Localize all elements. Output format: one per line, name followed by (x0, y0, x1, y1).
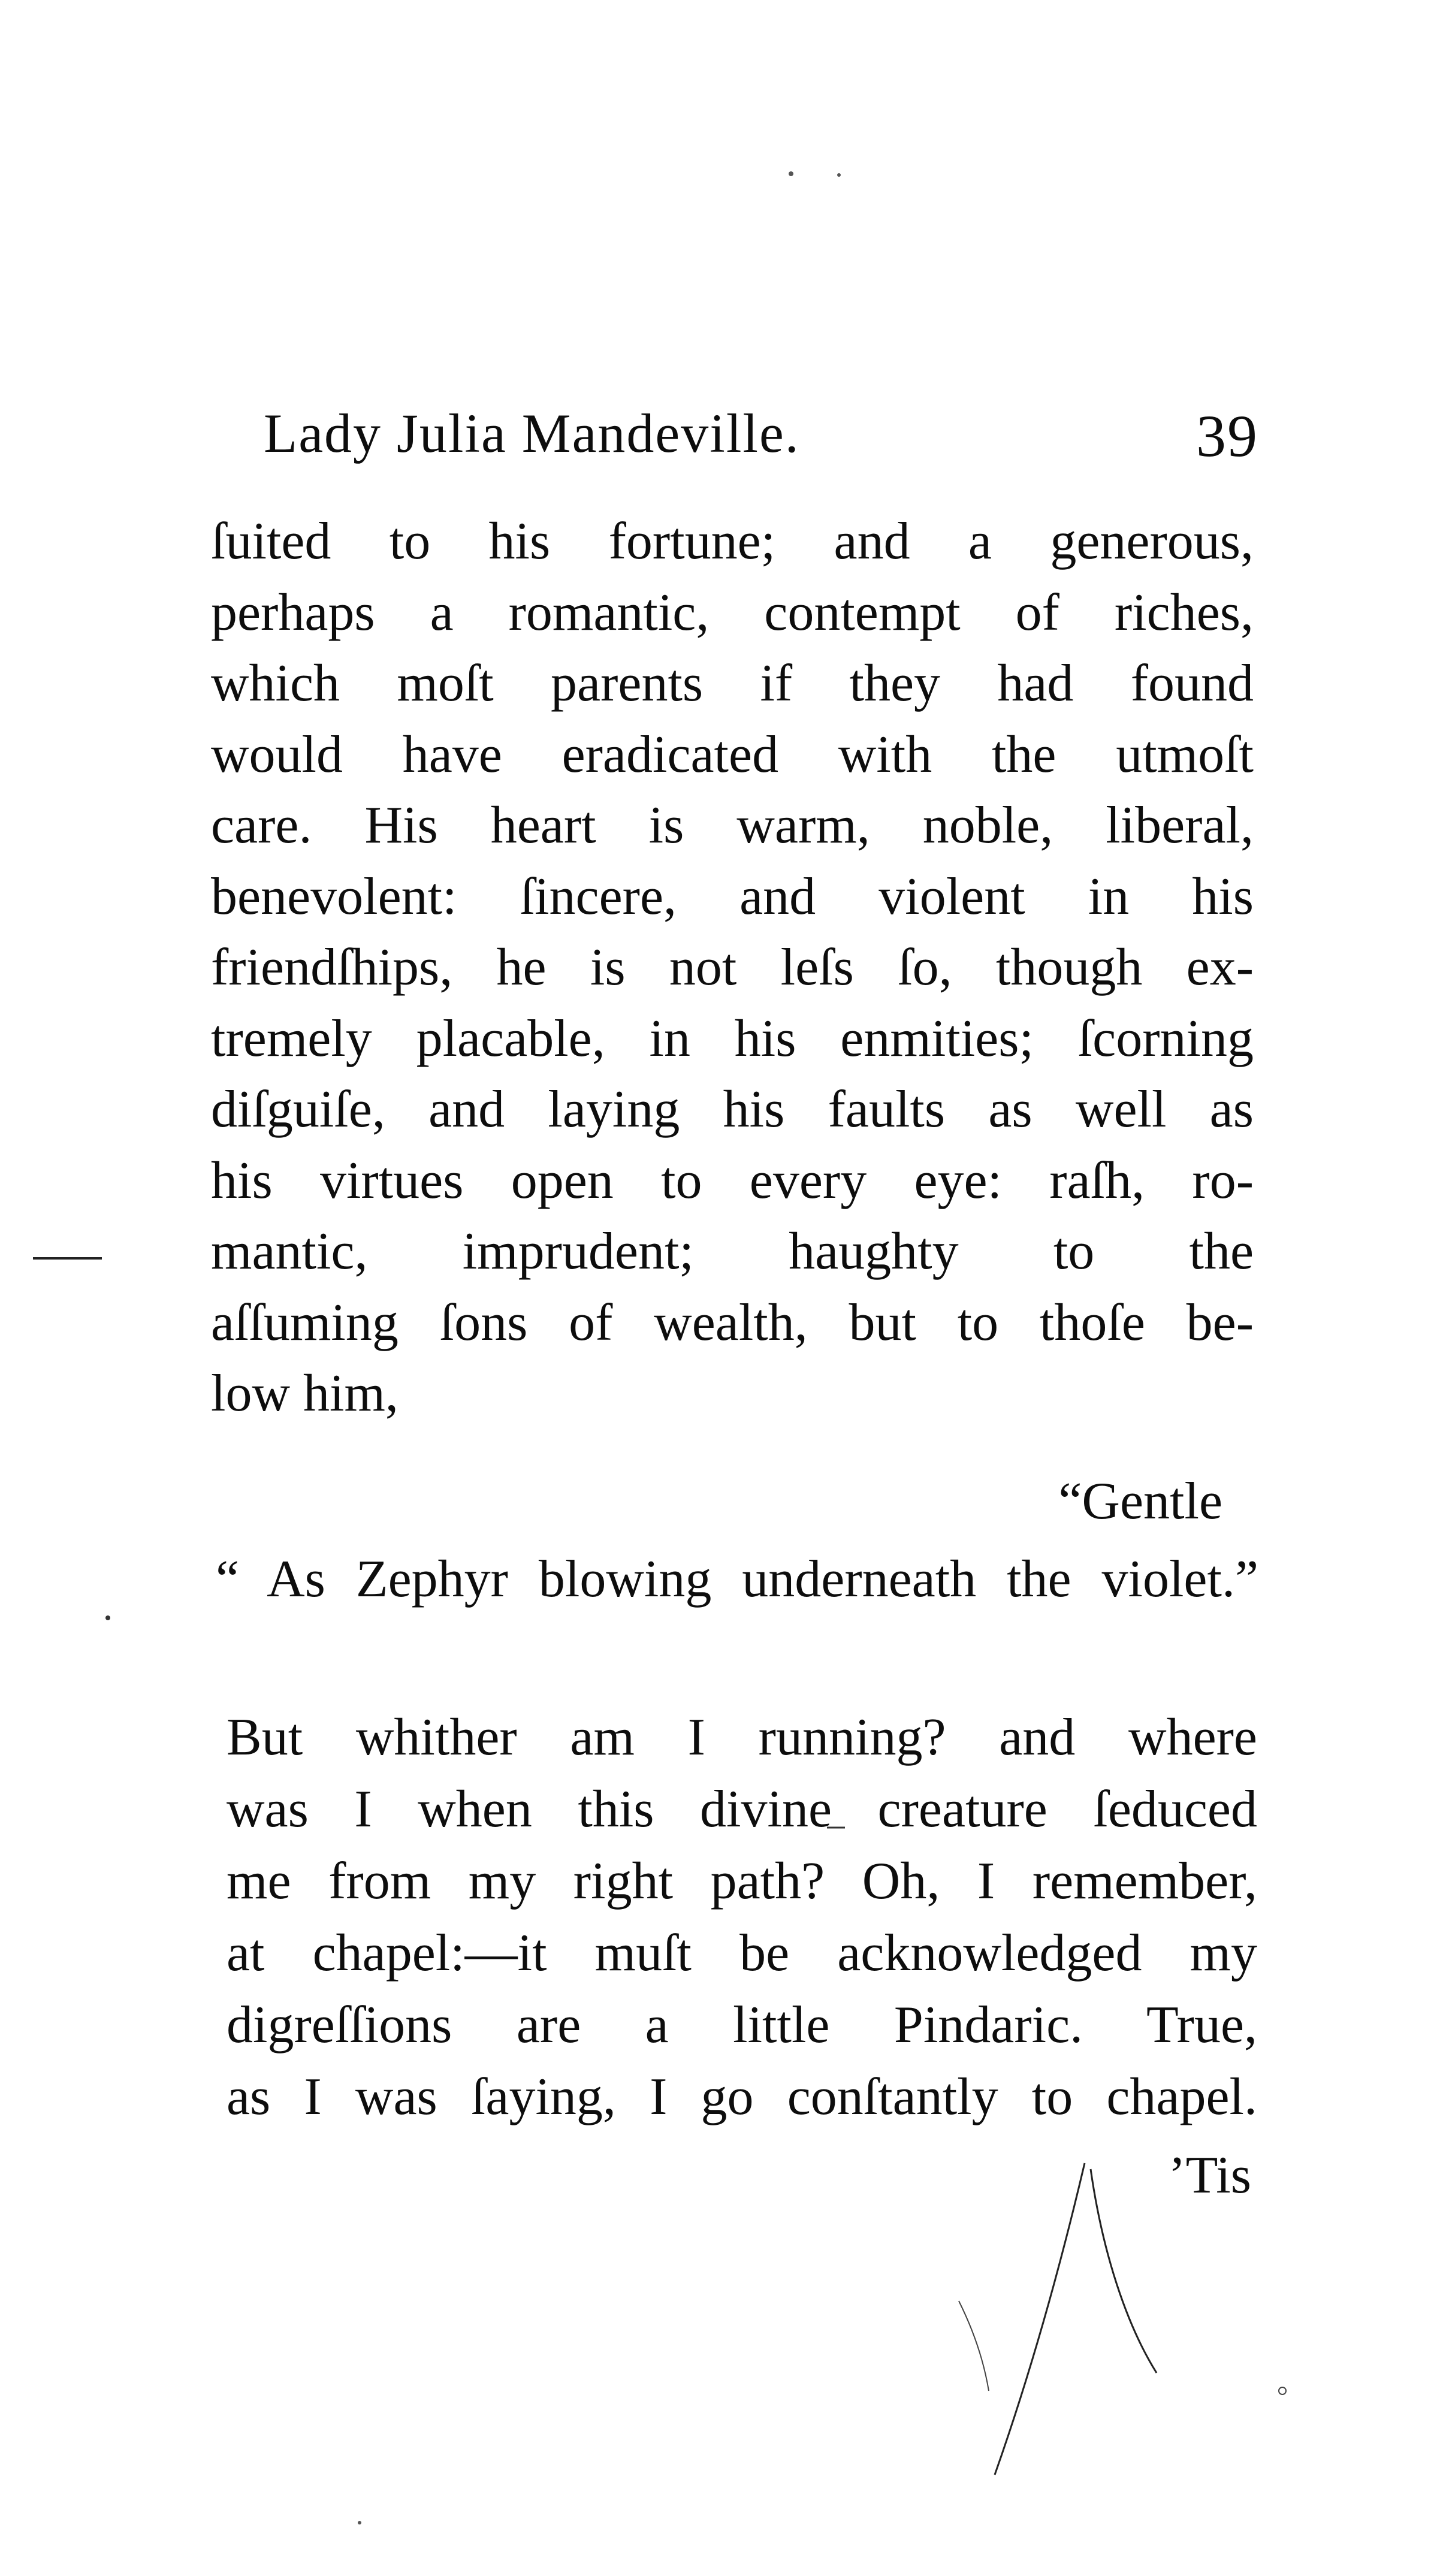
speck (358, 2521, 361, 2524)
text-line: his virtues open to every eye: raſh, ro- (211, 1151, 1254, 1210)
text-line: ſuited to his fortune; and a generous, (211, 512, 1254, 570)
page-number: 39 (1196, 403, 1258, 469)
text-line: at chapel:—it muſt be acknowledged my (227, 1924, 1257, 1982)
text-line: would have eradicated with the utmoſt (211, 725, 1254, 784)
text-line: friendſhips, he is not leſs ſo, though ex- (211, 938, 1254, 996)
pen-stroke (1091, 2169, 1157, 2373)
pen-stroke (959, 2301, 989, 2391)
text-line: benevolent: ſincere, and violent in his (211, 867, 1254, 926)
speck (837, 173, 841, 177)
speck (1279, 2387, 1286, 2394)
text-line: diſguiſe, and laying his faults as well as (211, 1080, 1254, 1138)
text-line: digreſſions are a little Pindaric. True, (227, 1996, 1257, 2054)
speck (789, 171, 793, 176)
catchword: ’Tis (1168, 2146, 1251, 2204)
verse-line-2: “ As Zephyr blowing underneath the violet.” (216, 1550, 1258, 1608)
text-line: But whither am I running? and where (227, 1708, 1257, 1766)
text-line: tremely placable, in his enmities; ſcorning (211, 1009, 1254, 1068)
text-line: was I when this divine creature ſeduced (227, 1780, 1257, 1838)
verse-line-1: “Gentle (1058, 1472, 1222, 1530)
text-line: perhaps a romantic, contempt of riches, (211, 583, 1254, 642)
text-line: mantic, imprudent; haughty to the (211, 1222, 1254, 1281)
text-line: low him, (211, 1364, 399, 1423)
text-line: me from my right path? Oh, I remember, (227, 1852, 1257, 1910)
text-line: care. His heart is warm, noble, liberal, (211, 796, 1254, 854)
text-line: which moſt parents if they had found (211, 654, 1254, 712)
pen-stroke (995, 2163, 1085, 2475)
running-head-title: Lady Julia Mandeville. (264, 403, 800, 464)
speck (105, 1615, 110, 1620)
text-line: as I was ſaying, I go conſtantly to chapel. (227, 2068, 1257, 2126)
text-line: aſſuming ſons of wealth, but to thoſe be- (211, 1293, 1254, 1352)
